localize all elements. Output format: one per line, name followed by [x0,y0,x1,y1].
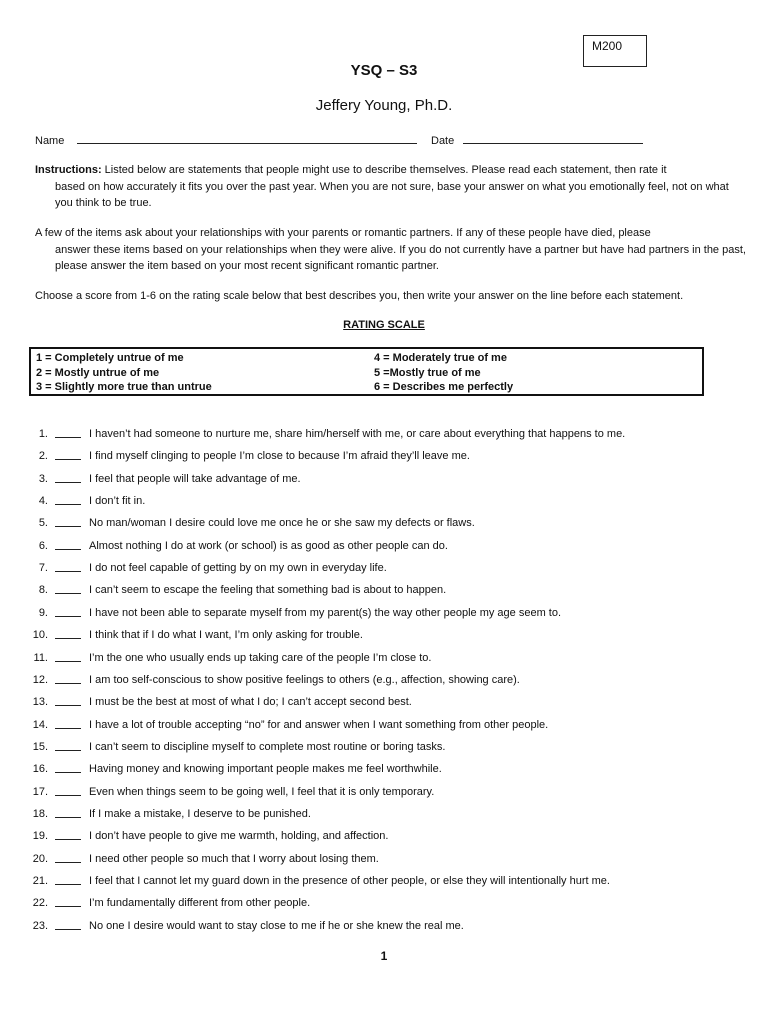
author-line: Jeffery Young, Ph.D. [315,97,453,114]
question-text: I do not feel capable of getting by on my own in everyday life. [89,562,387,575]
answer-blank[interactable] [55,719,81,729]
instructions-text-first: Listed below are statements that people might use to describe themselves. Please read each statement, then rate it [101,164,667,176]
question-number: 13. [32,696,48,709]
question-item [0,850,768,868]
question-text: I have not been able to separate myself from my parent(s) the way other people my age seem to. [89,606,562,619]
score-instruction: Choose a score from 1-6 on the rating scale below that best describes you, then write your answer on the line before each statement. [35,290,684,302]
answer-blank[interactable] [55,786,81,796]
relationships-paragraph [35,225,747,275]
question-number: 19. [32,830,48,843]
question-item [0,604,768,622]
answer-blank[interactable] [55,495,81,505]
answer-blank[interactable] [55,540,81,550]
answer-blank[interactable] [55,853,81,863]
date-row [431,133,643,148]
question-item [0,894,768,912]
answer-blank[interactable] [55,763,81,773]
question-item [0,805,768,823]
question-text: I find myself clinging to people I’m close to because I’m afraid they’ll leave me. [89,450,470,463]
question-text: I’m the one who usually ends up taking care of the people I’m close to. [89,651,432,664]
rating-option: 5 =Mostly true of me [374,366,481,379]
question-number: 22. [32,897,48,910]
question-number: 16. [32,763,48,776]
question-item [0,917,768,935]
answer-blank[interactable] [55,473,81,483]
page-title: YSQ – S3 [350,62,418,79]
instructions-paragraph [35,162,747,212]
question-text: I have a lot of trouble accepting “no” for and answer when I want something from other people. [89,718,549,731]
question-item [0,447,768,465]
question-text: I feel that people will take advantage of me. [89,472,301,485]
rating-option: 4 = Moderately true of me [374,352,507,364]
question-number: 10. [32,629,48,642]
rating-option: 1 = Completely untrue of me [36,352,184,364]
answer-blank[interactable] [55,897,81,907]
relationships-text-first: A few of the items ask about your relationships with your parents or romantic partners. If any of these people have died, please [35,227,651,239]
question-text: I think that if I do what I want, I’m only asking for trouble. [89,629,363,642]
question-number: 12. [32,673,48,686]
question-text: I don’t have people to give me warmth, holding, and affection. [89,830,389,843]
form-code: M200 [592,39,623,53]
question-text: I must be the best at most of what I do; I can’t accept second best. [89,696,412,709]
question-text: I can’t seem to discipline myself to complete most routine or boring tasks. [89,740,446,753]
question-item [0,671,768,689]
question-text: I am too self-conscious to show positive feelings to others (e.g., affection, showing care). [89,673,520,686]
answer-blank[interactable] [55,741,81,751]
name-row [35,133,417,148]
question-text: I need other people so much that I worry about losing them. [89,852,379,865]
answer-blank[interactable] [55,875,81,885]
question-text: No one I desire would want to stay close to me if he or she knew the real me. [89,919,464,932]
question-number: 8. [38,584,48,597]
answer-blank[interactable] [55,562,81,572]
answer-blank[interactable] [55,674,81,684]
question-item [0,872,768,890]
answer-blank[interactable] [55,652,81,662]
question-text: Even when things seem to be going well, I feel that it is only temporary. [89,785,435,798]
question-number: 3. [38,472,48,485]
answer-blank[interactable] [55,808,81,818]
answer-blank[interactable] [55,629,81,639]
question-item [0,425,768,443]
question-number: 6. [38,539,48,552]
answer-blank[interactable] [55,517,81,527]
answer-blank[interactable] [55,830,81,840]
rating-option: 6 = Describes me perfectly [374,381,514,393]
question-text: If I make a mistake, I deserve to be punished. [89,807,311,820]
question-item [0,581,768,599]
question-item [0,827,768,845]
question-number: 18. [32,807,48,820]
question-text: I’m fundamentally different from other people. [89,897,311,910]
question-number: 11. [33,651,48,664]
date-label: Date [431,135,455,147]
question-item [0,716,768,734]
rating-scale-box [29,347,704,396]
name-field[interactable] [77,133,417,144]
instructions-text-rest: based on how accurately it fits you over the past year. When you are not sure, base your answer on what you emotionally feel, not on what you think to be true. [55,180,729,209]
question-item [0,693,768,711]
answer-blank[interactable] [55,584,81,594]
answer-blank[interactable] [55,607,81,617]
question-number: 9. [38,606,48,619]
question-text: I haven’t had someone to nurture me, share him/herself with me, or care about everything that happens to me. [89,428,626,440]
question-number: 7. [38,562,48,575]
question-number: 23. [32,919,48,932]
date-field[interactable] [463,133,643,144]
question-number: 4. [38,495,48,508]
question-item [0,514,768,532]
question-number: 15. [32,740,48,753]
rating-option: 3 = Slightly more true than untrue [36,381,212,393]
question-item [0,559,768,577]
question-text: No man/woman I desire could love me once he or she saw my defects or flaws. [89,517,475,530]
question-text: Having money and knowing important people makes me feel worthwhile. [89,763,442,776]
name-label: Name [35,135,65,147]
question-item [0,470,768,488]
question-item [0,537,768,555]
question-item [0,738,768,756]
answer-blank[interactable] [55,696,81,706]
question-text: I can’t seem to escape the feeling that something bad is about to happen. [89,584,447,597]
question-text: I don’t fit in. [89,495,146,508]
instructions-label: Instructions: [35,164,102,176]
question-number: 20. [32,852,48,865]
page-number: 1 [380,949,388,963]
rating-option: 2 = Mostly untrue of me [36,366,160,379]
question-item [0,492,768,510]
relationships-text-rest: answer these items based on your relationships when they were alive. If you do not currently have a partner but have had partners in the past, please answer the item based on your most recent significant romantic partner. [55,243,746,272]
question-number: 1. [38,428,48,440]
question-number: 5. [38,517,48,530]
question-item [0,783,768,801]
question-item [0,760,768,778]
question-item [0,649,768,667]
question-text: I feel that I cannot let my guard down in the presence of other people, or else they will intentionally hurt me. [89,875,610,887]
question-number: 17. [32,785,48,798]
question-number: 21. [32,875,48,887]
question-number: 14. [32,718,48,731]
answer-blank[interactable] [55,920,81,930]
question-item [0,626,768,644]
answer-blank[interactable] [55,450,81,460]
answer-blank[interactable] [55,428,81,438]
rating-scale-heading: RATING SCALE [343,319,425,331]
question-text: Almost nothing I do at work (or school) is as good as other people can do. [89,539,448,552]
question-number: 2. [38,450,48,463]
